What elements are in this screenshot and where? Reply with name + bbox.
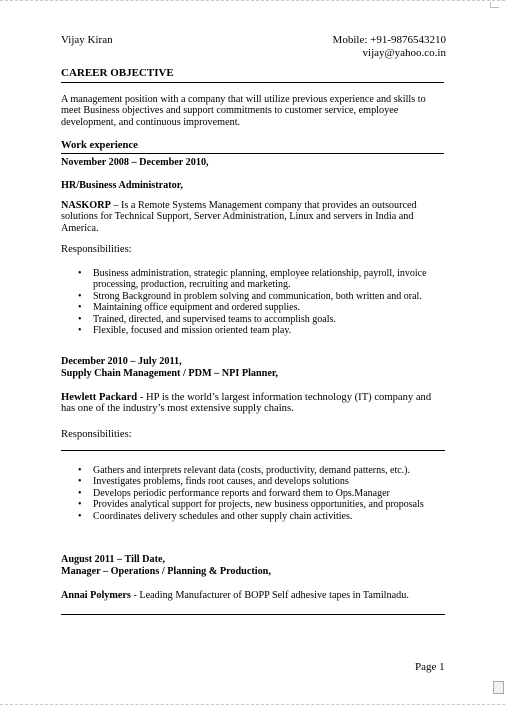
bullet-icon: •: [78, 465, 82, 476]
list-item: • Flexible, focused and mission oriented team play.: [78, 325, 292, 337]
bullet-icon: •: [78, 313, 82, 325]
bullet-icon: •: [78, 290, 82, 302]
page-bottom-border: [0, 704, 505, 705]
list-item: • Business administration, strategic planning, employee relationship, payroll, invoice processing, production, recruiting and marketing.: [78, 268, 427, 291]
job-3-desc: - Leading Manufacturer of BOPP Self adhesive tapes in Tamilnadu.: [130, 590, 409, 601]
job-3-company-desc: [61, 590, 447, 601]
list-item: • Coordinates delivery schedules and other supply chain activities.: [78, 510, 353, 522]
bullet-icon: •: [78, 476, 82, 488]
job-3-title: Manager – Operations / Planning & Production,: [61, 566, 271, 577]
list-item: • Develops periodic performance reports and forward them to Ops.Manager: [78, 487, 390, 499]
list-item: • Strong Background in problem solving and communication, both written and oral.: [78, 290, 422, 302]
job-2-responsibility-list: [61, 465, 451, 522]
career-objective-text: A management position with a company that will utilize previous experience and skills to meet Business objectives and support commitments to customer service, employee development, and continuous improvement.: [61, 94, 426, 128]
bullet-icon: •: [78, 510, 82, 522]
job-1-responsibility-list: [61, 268, 451, 336]
job-1-responsibilities-label: Responsibilities:: [61, 244, 132, 255]
work-experience-heading: Work experience: [61, 140, 444, 154]
list-item: • Trained, directed, and supervised teams to accomplish goals.: [78, 313, 336, 325]
mobile-number: Mobile: +91-9876543210: [332, 34, 446, 46]
page-number: Page 1: [415, 661, 445, 673]
candidate-name: Vijay Kiran: [61, 34, 113, 46]
bullet-icon: •: [78, 487, 82, 499]
job-2-responsibilities-label: Responsibilities:: [61, 429, 132, 440]
page-top-border: [0, 0, 505, 1]
job-2-title: Supply Chain Management / PDM – NPI Planner,: [61, 368, 278, 379]
job-1-dates: November 2008 – December 2010,: [61, 157, 209, 168]
list-item: • Investigates problems, finds root causes, and develops solutions: [78, 476, 349, 488]
list-item: • Gathers and interprets relevant data (costs, productivity, demand patterns, etc.).: [78, 465, 411, 476]
list-item: • Provides analytical support for projects, new business opportunities, and proposals: [78, 499, 424, 511]
section-divider: [61, 614, 445, 615]
job-1-company: NASKORP: [61, 200, 111, 211]
job-1-desc: – Is a Remote Systems Management company that provides an outsourced solutions for Technical Support, Server Administration, Linux and servers in India and America.: [61, 200, 417, 234]
job-2-desc: - HP is the world’s largest information technology (IT) company and has one of the industry’s most extensive supply chains.: [61, 392, 432, 415]
email-address: vijay@yahoo.co.in: [362, 47, 446, 59]
job-3-dates: August 2011 – Till Date,: [61, 554, 166, 565]
job-2-company-desc: [61, 392, 447, 415]
page-corner-mark: [490, 2, 499, 8]
bullet-icon: •: [78, 302, 82, 314]
job-2-company: Hewlett Packard: [61, 392, 138, 403]
bullet-icon: •: [78, 499, 82, 511]
document-scroll-icon[interactable]: [493, 681, 504, 694]
job-1-company-desc: [61, 200, 447, 234]
job-1-title: HR/Business Administrator,: [61, 180, 183, 191]
bullet-icon: •: [78, 325, 82, 337]
career-objective-heading: CAREER OBJECTIVE: [61, 67, 444, 83]
job-3-company: Annai Polymers: [61, 590, 131, 601]
contact-block: [333, 34, 446, 60]
list-item: • Maintaining office equipment and ordered supplies.: [78, 302, 300, 314]
bullet-icon: •: [78, 268, 82, 279]
section-divider: [61, 450, 445, 451]
job-2-dates: December 2010 – July 2011,: [61, 356, 182, 367]
